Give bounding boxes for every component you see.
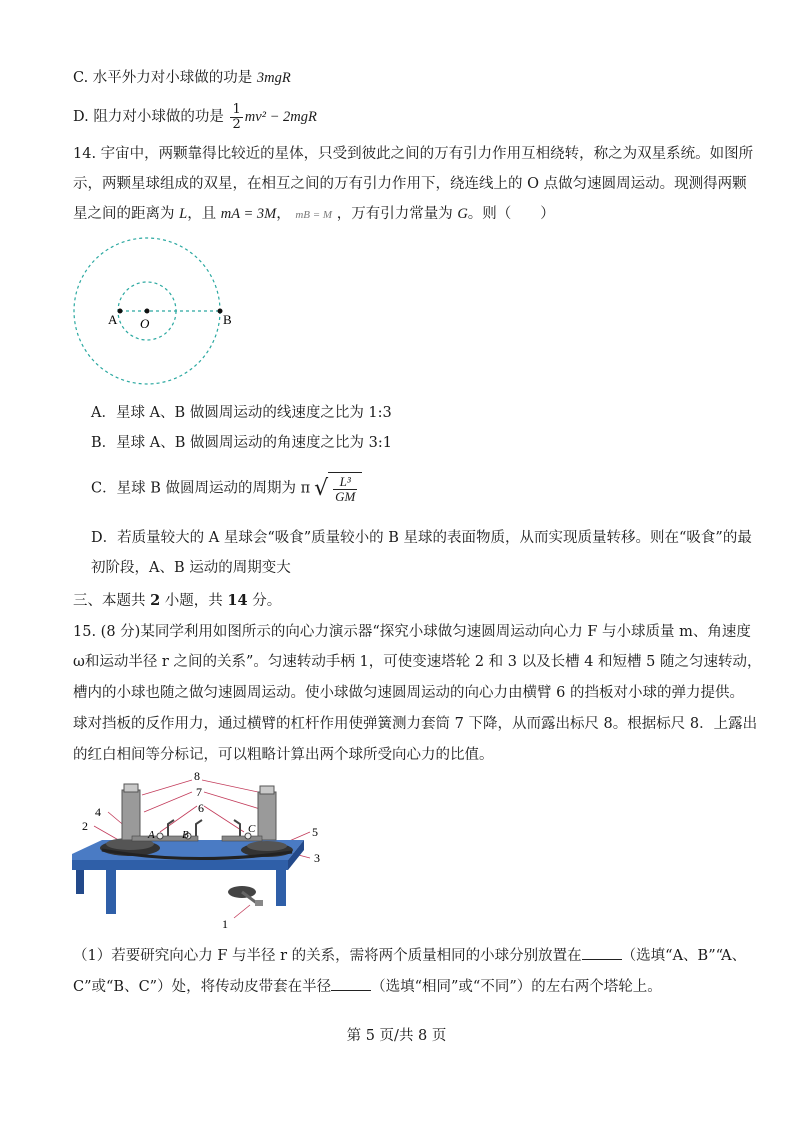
fraction-denominator: 2 — [232, 116, 241, 132]
answer-blank-1[interactable] — [582, 945, 622, 960]
label-ball-b: B — [182, 829, 189, 841]
q14-gravity-constant: G — [457, 206, 468, 222]
q14-stem-line-2: 示，两颗星球组成的双星，在相互之间的万有引力作用下，绕连线上的 O 点做匀速圆周运动。现测得两颗 — [73, 176, 747, 192]
section-question-count: 2 — [150, 592, 161, 609]
label-7: 7 — [196, 785, 202, 799]
centripetal-force-apparatus-figure — [72, 770, 342, 936]
mid-arm — [196, 820, 202, 836]
q14-line3-text-b: ，且 — [187, 206, 221, 222]
right-spring-sleeve — [258, 792, 276, 840]
q14-stem-line-1: 14. 宇宙中，两颗靠得比较近的星体，只受到彼此之间的万有引力作用互相绕转，称之为双星系统。如图所 — [73, 146, 754, 162]
q13-option-d-fraction — [230, 103, 242, 132]
q13-option-d-math: mv² − 2mgR — [244, 109, 317, 125]
q14-option-b: B．星球 A、B 做圆周运动的角速度之比为 3:1 — [91, 435, 392, 451]
q15-sub1-line-2 — [73, 976, 662, 997]
label-8: 8 — [194, 770, 200, 783]
q15-stem-line-2: ω和运动半径 r 之间的关系”。匀速转动手柄 1，可使变速塔轮 2 和 3 以及长槽 4 和短槽 5 随之匀速转动， — [73, 654, 762, 670]
q14-option-c-text: C．星球 B 做圆周运动的周期为 π — [91, 480, 311, 497]
label-5: 5 — [312, 825, 318, 839]
q13-option-c — [73, 68, 291, 88]
table-leg-right — [276, 866, 286, 906]
sqrt-fraction — [333, 475, 357, 504]
sqrt-denominator: GM — [335, 488, 356, 504]
center-o-dot — [145, 309, 150, 314]
q14-option-c — [91, 472, 362, 505]
q15-stem-line-1: 15. (8 分)某同学利用如图所示的向心力演示器“探究小球做匀速圆周运动向心力 F 与小球质量 m、角速度 — [73, 624, 751, 640]
section-heading-pre: 三、本题共 — [73, 593, 151, 609]
q14-line3-text-d: ，万有引力常量为 — [332, 206, 458, 222]
q14-mass-b: mB = M — [295, 209, 333, 221]
label-3: 3 — [314, 851, 320, 865]
page-footer: 第 5 页/共 8 页 — [346, 1028, 447, 1044]
left-spring-sleeve — [122, 790, 140, 840]
q14-option-a: A．星球 A、B 做圆周运动的线速度之比为 1:3 — [91, 405, 392, 421]
short-slot — [222, 836, 262, 841]
q15-sub1-text-c: C”或“B、C”）处，将传动皮带套在半径 — [73, 979, 332, 995]
left-scale-cap — [124, 784, 138, 792]
star-a-dot — [118, 309, 123, 314]
table-leg-left — [106, 870, 116, 914]
table-leg-back — [76, 870, 84, 894]
q15-stem-line-4: 球对挡板的反作用力，通过横臂的杠杆作用使弹簧测力套筒 7 下降，从而露出标尺 8。根据标尺 8．上露出 — [73, 716, 758, 732]
q14-stem-line-3 — [73, 204, 555, 225]
answer-blank-2[interactable] — [331, 976, 371, 991]
q14-option-d-line-2: 初阶段，A、B 运动的周期变大 — [91, 560, 291, 576]
right-scale-cap — [260, 786, 274, 794]
q14-line3-text-c: ， — [276, 206, 296, 222]
q15-sub1-text-d: （选填“相同”或“不同”）的左右两个塔轮上。 — [371, 979, 662, 995]
label-b: B — [223, 312, 232, 327]
section-total-points: 14 — [227, 592, 248, 609]
sqrt-expression: √ $\frac{\text{L³}}{GM}$ — [314, 472, 362, 505]
label-ball-a: A — [148, 829, 155, 841]
fraction-numerator: 1 — [232, 101, 241, 117]
q14-option-d-line-1: D．若质量较大的 A 星球会“吸食”质量较小的 B 星球的表面物质，从而实现质量转移。则在“吸食”的最 — [91, 530, 752, 546]
q15-stem-line-5: 的红白相间等分标记，可以粗略计算出两个球所受向心力的比值。 — [73, 747, 494, 763]
section-heading-post: 分。 — [247, 593, 282, 609]
star-b-dot — [218, 309, 223, 314]
q15-sub1-text-b: （选填“A、B”“A、 — [621, 948, 747, 964]
right-arm — [234, 820, 240, 836]
q15-sub1-text-a: （1）若要研究向心力 F 与半径 r 的关系，需将两个质量相同的小球分别放置在 — [73, 948, 582, 964]
label-a: A — [108, 312, 118, 327]
q13-option-d — [73, 102, 317, 132]
q14-line3-text-a: 星之间的距离为 — [73, 206, 180, 222]
q13-option-d-text: D. 阻力对小球做的功是 — [73, 109, 229, 125]
sqrt-numerator: L³ — [333, 475, 357, 490]
binary-star-figure — [68, 236, 248, 396]
label-4: 4 — [95, 805, 101, 819]
right-pulley-top — [247, 841, 287, 851]
q13-option-c-math: 3mgR — [256, 70, 291, 86]
crank-grip — [255, 900, 263, 906]
table-front — [72, 860, 288, 870]
label-1: 1 — [222, 917, 228, 931]
q14-line3-text-e: 。则（ ） — [467, 206, 555, 222]
label-2: 2 — [82, 819, 88, 833]
ball-a — [157, 833, 163, 839]
q15-sub1-line-1 — [73, 945, 746, 966]
q15-stem-line-3: 槽内的小球也随之做匀速圆周运动。使小球做匀速圆周运动的向心力由横臂 6 的挡板对小球的弹力提供。 — [73, 685, 744, 701]
q14-mass-a: mA = 3M — [220, 206, 277, 222]
q13-option-c-text: C. 水平外力对小球做的功是 — [73, 70, 257, 86]
q14-distance-symbol: L — [179, 206, 188, 222]
label-o: O — [140, 316, 150, 331]
label-6: 6 — [198, 801, 204, 815]
section-heading-mid: 小题，共 — [160, 593, 228, 609]
section-3-heading — [73, 591, 281, 611]
label-ball-c: C — [248, 823, 256, 835]
